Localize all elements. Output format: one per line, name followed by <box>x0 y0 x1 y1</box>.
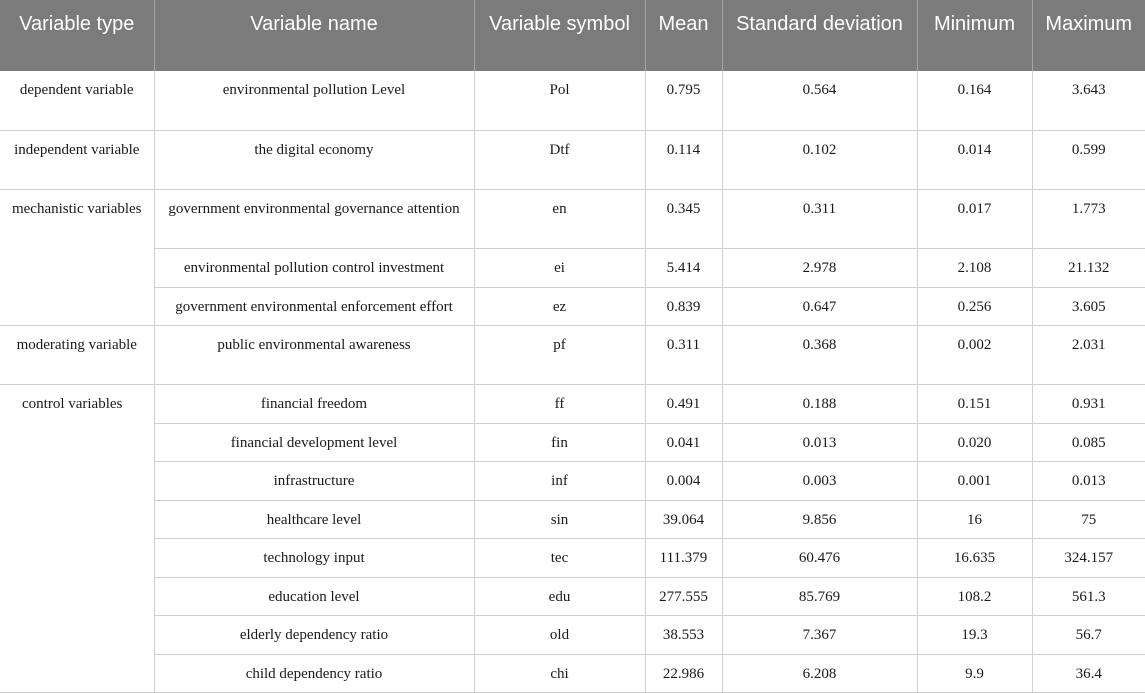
maximum-cell: 0.013 <box>1032 461 1145 500</box>
header-variable-name: Variable name <box>154 0 474 71</box>
variable-symbol-cell: pf <box>474 325 645 384</box>
minimum-cell: 9.9 <box>917 654 1032 692</box>
variable-symbol-cell: Dtf <box>474 130 645 189</box>
variable-type-cell: mechanistic variables <box>0 189 154 325</box>
mean-cell: 5.414 <box>645 248 722 287</box>
maximum-cell: 21.132 <box>1032 248 1145 287</box>
variable-name-cell: infrastructure <box>154 461 474 500</box>
variable-type-cell: dependent variable <box>0 71 154 130</box>
table-row <box>0 461 1145 500</box>
variable-symbol-cell: Pol <box>474 71 645 130</box>
table-row <box>0 130 1145 189</box>
mean-cell: 22.986 <box>645 654 722 692</box>
standard-deviation-cell: 2.978 <box>722 248 917 287</box>
standard-deviation-cell: 0.013 <box>722 423 917 461</box>
maximum-cell: 56.7 <box>1032 615 1145 654</box>
minimum-cell: 0.002 <box>917 325 1032 384</box>
variable-name-cell: environmental pollution control investment <box>154 248 474 287</box>
variable-symbol-cell: ff <box>474 384 645 423</box>
minimum-cell: 0.017 <box>917 189 1032 248</box>
table-row <box>0 538 1145 577</box>
variable-name-cell: public environmental awareness <box>154 325 474 384</box>
mean-cell: 111.379 <box>645 538 722 577</box>
table-row <box>0 71 1145 130</box>
mean-cell: 0.795 <box>645 71 722 130</box>
table-row <box>0 248 1145 287</box>
table-header-row <box>0 0 1145 71</box>
maximum-cell: 36.4 <box>1032 654 1145 692</box>
variable-name-cell: technology input <box>154 538 474 577</box>
table-row <box>0 287 1145 325</box>
maximum-cell: 2.031 <box>1032 325 1145 384</box>
maximum-cell: 3.605 <box>1032 287 1145 325</box>
minimum-cell: 0.001 <box>917 461 1032 500</box>
standard-deviation-cell: 0.647 <box>722 287 917 325</box>
standard-deviation-cell: 0.564 <box>722 71 917 130</box>
table-row <box>0 654 1145 692</box>
maximum-cell: 0.599 <box>1032 130 1145 189</box>
maximum-cell: 75 <box>1032 500 1145 538</box>
standard-deviation-cell: 0.311 <box>722 189 917 248</box>
minimum-cell: 0.020 <box>917 423 1032 461</box>
table-row <box>0 384 1145 423</box>
table-row <box>0 500 1145 538</box>
variable-name-cell: healthcare level <box>154 500 474 538</box>
variable-type-cell: independent variable <box>0 130 154 189</box>
mean-cell: 0.114 <box>645 130 722 189</box>
header-maximum: Maximum <box>1032 0 1145 71</box>
mean-cell: 0.839 <box>645 287 722 325</box>
maximum-cell: 561.3 <box>1032 577 1145 615</box>
variable-name-cell: environmental pollution Level <box>154 71 474 130</box>
variable-symbol-cell: sin <box>474 500 645 538</box>
variable-name-cell: the digital economy <box>154 130 474 189</box>
table-body <box>0 71 1145 692</box>
minimum-cell: 19.3 <box>917 615 1032 654</box>
table-row <box>0 577 1145 615</box>
standard-deviation-cell: 85.769 <box>722 577 917 615</box>
mean-cell: 0.491 <box>645 384 722 423</box>
standard-deviation-cell: 9.856 <box>722 500 917 538</box>
variable-symbol-cell: old <box>474 615 645 654</box>
standard-deviation-cell: 6.208 <box>722 654 917 692</box>
header-minimum: Minimum <box>917 0 1032 71</box>
table-row <box>0 615 1145 654</box>
table-row <box>0 325 1145 384</box>
minimum-cell: 0.256 <box>917 287 1032 325</box>
variable-symbol-cell: chi <box>474 654 645 692</box>
minimum-cell: 16.635 <box>917 538 1032 577</box>
variable-name-cell: education level <box>154 577 474 615</box>
maximum-cell: 3.643 <box>1032 71 1145 130</box>
minimum-cell: 108.2 <box>917 577 1032 615</box>
variable-symbol-cell: ei <box>474 248 645 287</box>
variable-symbol-cell: ez <box>474 287 645 325</box>
variable-symbol-cell: en <box>474 189 645 248</box>
maximum-cell: 324.157 <box>1032 538 1145 577</box>
maximum-cell: 1.773 <box>1032 189 1145 248</box>
mean-cell: 0.041 <box>645 423 722 461</box>
standard-deviation-cell: 7.367 <box>722 615 917 654</box>
minimum-cell: 0.014 <box>917 130 1032 189</box>
standard-deviation-cell: 0.003 <box>722 461 917 500</box>
mean-cell: 39.064 <box>645 500 722 538</box>
standard-deviation-cell: 0.368 <box>722 325 917 384</box>
standard-deviation-cell: 60.476 <box>722 538 917 577</box>
table-row <box>0 423 1145 461</box>
variable-type-cell: moderating variable <box>0 325 154 384</box>
minimum-cell: 0.164 <box>917 71 1032 130</box>
variable-name-cell: child dependency ratio <box>154 654 474 692</box>
maximum-cell: 0.931 <box>1032 384 1145 423</box>
variable-symbol-cell: inf <box>474 461 645 500</box>
variable-name-cell: government environmental governance attention <box>154 189 474 248</box>
mean-cell: 277.555 <box>645 577 722 615</box>
header-mean: Mean <box>645 0 722 71</box>
mean-cell: 38.553 <box>645 615 722 654</box>
mean-cell: 0.004 <box>645 461 722 500</box>
minimum-cell: 0.151 <box>917 384 1032 423</box>
standard-deviation-cell: 0.102 <box>722 130 917 189</box>
maximum-cell: 0.085 <box>1032 423 1145 461</box>
variable-name-cell: financial freedom <box>154 384 474 423</box>
variable-name-cell: financial development level <box>154 423 474 461</box>
mean-cell: 0.311 <box>645 325 722 384</box>
header-standard-deviation: Standard deviation <box>722 0 917 71</box>
minimum-cell: 2.108 <box>917 248 1032 287</box>
minimum-cell: 16 <box>917 500 1032 538</box>
standard-deviation-cell: 0.188 <box>722 384 917 423</box>
mean-cell: 0.345 <box>645 189 722 248</box>
variable-symbol-cell: fin <box>474 423 645 461</box>
variable-symbol-cell: tec <box>474 538 645 577</box>
variable-symbol-cell: edu <box>474 577 645 615</box>
variable-name-cell: elderly dependency ratio <box>154 615 474 654</box>
header-variable-type: Variable type <box>0 0 154 71</box>
variable-name-cell: government environmental enforcement effort <box>154 287 474 325</box>
header-variable-symbol: Variable symbol <box>474 0 645 71</box>
variable-type-cell: control variables <box>0 384 154 692</box>
table-row <box>0 189 1145 248</box>
